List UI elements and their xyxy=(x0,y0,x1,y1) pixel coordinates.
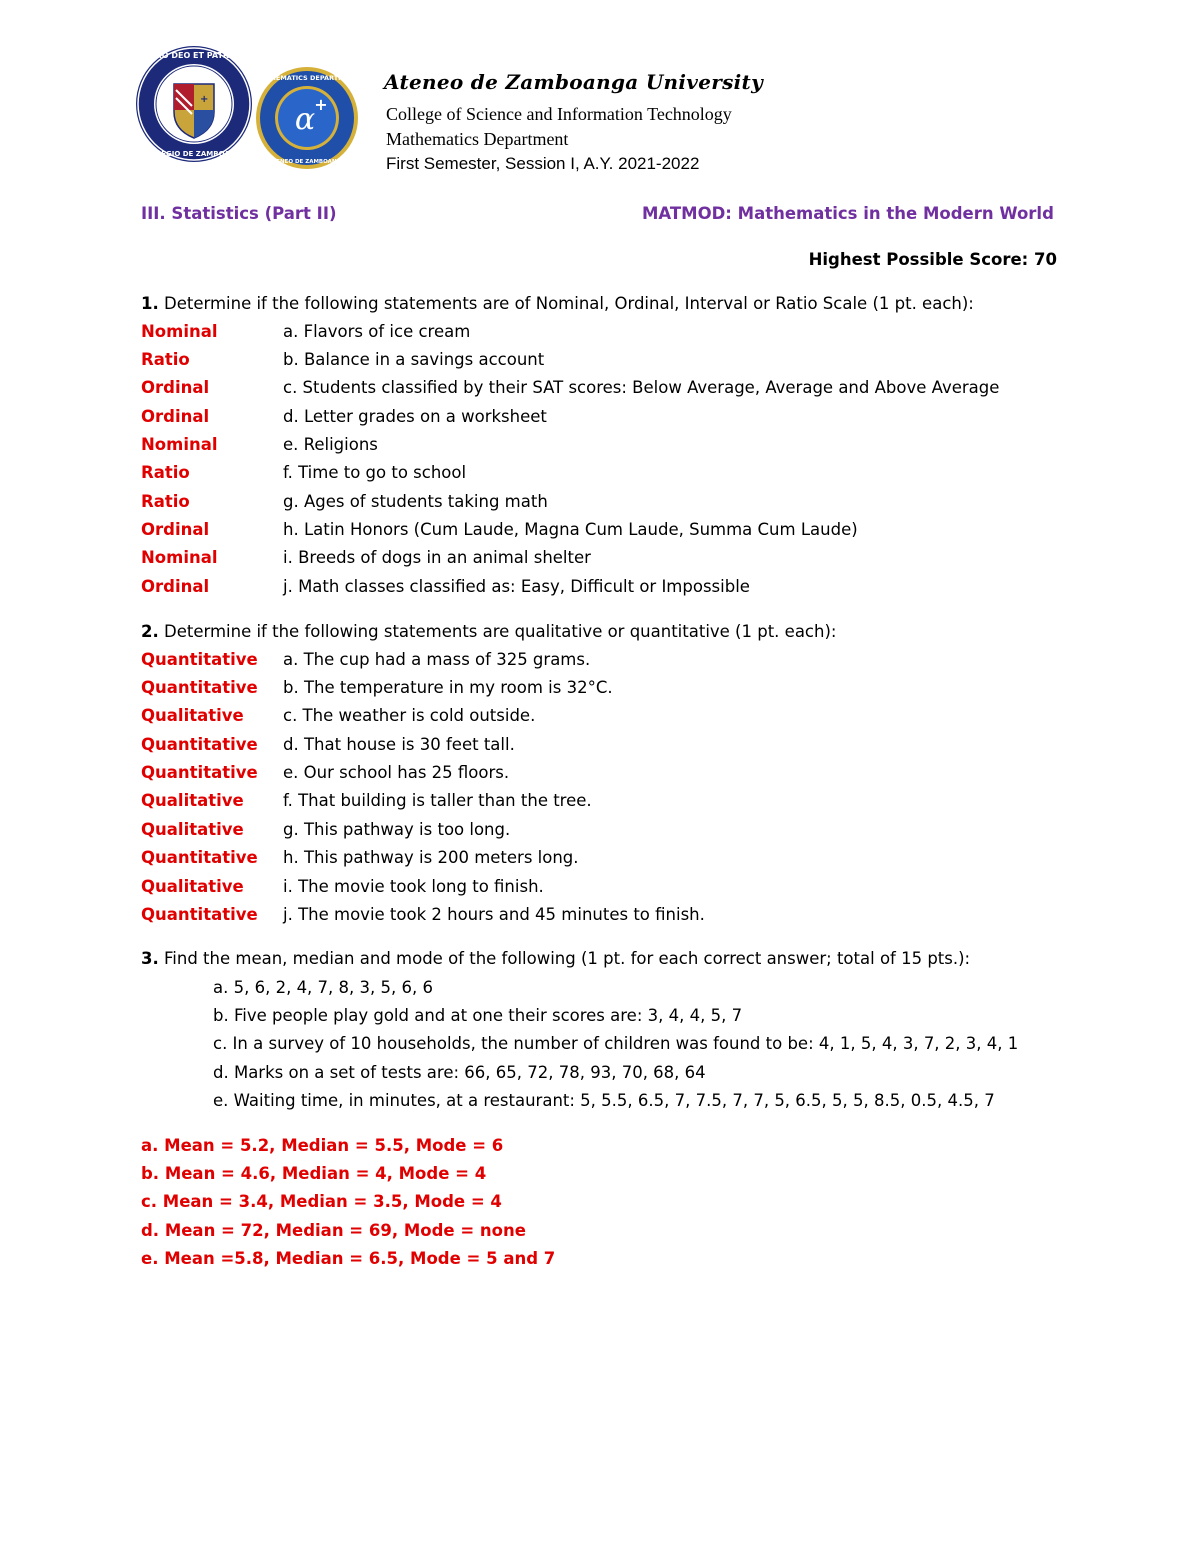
answer-line: c. Mean = 3.4, Median = 3.5, Mode = 4 xyxy=(141,1192,502,1211)
item-text: b. Balance in a savings account xyxy=(283,350,545,369)
q2-prompt xyxy=(141,622,836,641)
svg-text:PRO DEO ET PATRIA: PRO DEO ET PATRIA xyxy=(149,51,239,60)
svg-text:MATHEMATICS DEPARTMENT: MATHEMATICS DEPARTMENT xyxy=(255,74,359,82)
list-item xyxy=(0,678,1200,704)
answer-label: Ratio xyxy=(141,350,190,369)
list-item xyxy=(0,435,1200,461)
math-department-logo xyxy=(255,66,359,170)
answer-label: Quantitative xyxy=(141,650,258,669)
answer-label: Nominal xyxy=(141,435,218,454)
list-item: a. 5, 6, 2, 4, 7, 8, 3, 5, 6, 6 xyxy=(213,978,433,997)
list-item xyxy=(0,820,1200,846)
svg-text:+: + xyxy=(200,94,209,105)
answer-label: Ratio xyxy=(141,492,190,511)
q1-number: 1. xyxy=(141,294,159,313)
list-item xyxy=(0,650,1200,676)
item-text: g. Ages of students taking math xyxy=(283,492,548,511)
list-item xyxy=(0,791,1200,817)
answer-label: Ordinal xyxy=(141,378,210,397)
answer-line: b. Mean = 4.6, Median = 4, Mode = 4 xyxy=(141,1164,487,1183)
list-item: d. Marks on a set of tests are: 66, 65, 72, 78, 93, 70, 68, 64 xyxy=(213,1063,706,1082)
item-text: a. Flavors of ice cream xyxy=(283,322,471,341)
svg-text:COLLEGIO DE ZAMBOANGA: COLLEGIO DE ZAMBOANGA xyxy=(141,150,247,158)
list-item xyxy=(0,735,1200,761)
svg-text:ATENEO DE ZAMBOANGA: ATENEO DE ZAMBOANGA xyxy=(268,159,346,165)
q2-prompt-text: Determine if the following statements are qualitative or quantitative (1 pt. each): xyxy=(158,622,837,641)
list-item: b. Five people play gold and at one their scores are: 3, 4, 4, 5, 7 xyxy=(213,1006,743,1025)
department-name: Mathematics Department xyxy=(386,129,569,149)
answer-line: e. Mean =5.8, Median = 6.5, Mode = 5 and 7 xyxy=(141,1249,556,1268)
item-text: f. That building is taller than the tree. xyxy=(283,791,592,810)
list-item xyxy=(0,577,1200,603)
answer-label: Quantitative xyxy=(141,678,258,697)
svg-text:+: + xyxy=(314,95,328,114)
list-item xyxy=(0,905,1200,931)
answer-label: Qualitative xyxy=(141,877,244,896)
answer-label: Ordinal xyxy=(141,577,210,596)
answer-label: Ordinal xyxy=(141,520,210,539)
answer-label: Ordinal xyxy=(141,407,210,426)
list-item xyxy=(0,548,1200,574)
q1-prompt-text: Determine if the following statements are of Nominal, Ordinal, Interval or Ratio Scale (1 pt. each): xyxy=(158,294,974,313)
list-item xyxy=(0,877,1200,903)
item-text: j. The movie took 2 hours and 45 minutes to finish. xyxy=(283,905,705,924)
q2-number: 2. xyxy=(141,622,159,641)
answer-label: Nominal xyxy=(141,322,218,341)
answer-label: Quantitative xyxy=(141,735,258,754)
list-item xyxy=(0,706,1200,732)
ateneo-seal-logo xyxy=(134,44,254,164)
item-text: h. This pathway is 200 meters long. xyxy=(283,848,579,867)
q3-prompt-text: Find the mean, median and mode of the following (1 pt. for each correct answer; total of 15 pts.): xyxy=(158,949,971,968)
answer-label: Quantitative xyxy=(141,905,258,924)
list-item xyxy=(0,407,1200,433)
item-text: e. Religions xyxy=(283,435,378,454)
item-text: e. Our school has 25 floors. xyxy=(283,763,510,782)
answer-label: Qualitative xyxy=(141,791,244,810)
list-item: e. Waiting time, in minutes, at a restaurant: 5, 5.5, 6.5, 7, 7.5, 7, 7, 5, 6.5, 5, 5, 8.5, 0.5, 4.5, 7 xyxy=(213,1091,995,1110)
item-text: i. The movie took long to finish. xyxy=(283,877,544,896)
list-item xyxy=(0,848,1200,874)
list-item xyxy=(0,463,1200,489)
q1-prompt xyxy=(141,294,974,313)
svg-text:α: α xyxy=(294,102,316,137)
highest-score: Highest Possible Score: 70 xyxy=(808,250,1057,269)
list-item xyxy=(0,322,1200,348)
item-text: f. Time to go to school xyxy=(283,463,467,482)
list-item xyxy=(0,763,1200,789)
item-text: b. The temperature in my room is 32°C. xyxy=(283,678,613,697)
semester-line: First Semester, Session I, A.Y. 2021-2022 xyxy=(386,154,700,173)
item-text: d. That house is 30 feet tall. xyxy=(283,735,515,754)
item-text: j. Math classes classified as: Easy, Difficult or Impossible xyxy=(283,577,750,596)
item-text: c. Students classified by their SAT scores: Below Average, Average and Above Average xyxy=(283,378,1000,397)
answer-label: Nominal xyxy=(141,548,218,567)
answer-label: Quantitative xyxy=(141,848,258,867)
answer-line: d. Mean = 72, Median = 69, Mode = none xyxy=(141,1221,526,1240)
list-item xyxy=(0,520,1200,546)
college-name: College of Science and Information Technology xyxy=(386,104,732,124)
answer-label: Qualitative xyxy=(141,820,244,839)
item-text: d. Letter grades on a worksheet xyxy=(283,407,547,426)
answer-label: Ratio xyxy=(141,463,190,482)
item-text: h. Latin Honors (Cum Laude, Magna Cum Laude, Summa Cum Laude) xyxy=(283,520,858,539)
item-text: i. Breeds of dogs in an animal shelter xyxy=(283,548,591,567)
list-item: c. In a survey of 10 households, the number of children was found to be: 4, 1, 5, 4, 3, 7, 2, 3, 4, 1 xyxy=(213,1034,1019,1053)
q3-prompt xyxy=(141,949,970,968)
list-item xyxy=(0,378,1200,404)
list-item xyxy=(0,350,1200,376)
item-text: c. The weather is cold outside. xyxy=(283,706,536,725)
list-item xyxy=(0,492,1200,518)
answer-line: a. Mean = 5.2, Median = 5.5, Mode = 6 xyxy=(141,1136,504,1155)
q3-number: 3. xyxy=(141,949,159,968)
item-text: g. This pathway is too long. xyxy=(283,820,511,839)
university-name: Ateneo de Zamboanga University xyxy=(384,70,763,94)
item-text: a. The cup had a mass of 325 grams. xyxy=(283,650,591,669)
course-title: MATMOD: Mathematics in the Modern World xyxy=(642,204,1054,223)
answer-label: Quantitative xyxy=(141,763,258,782)
section-title: III. Statistics (Part II) xyxy=(141,204,337,223)
answer-label: Qualitative xyxy=(141,706,244,725)
